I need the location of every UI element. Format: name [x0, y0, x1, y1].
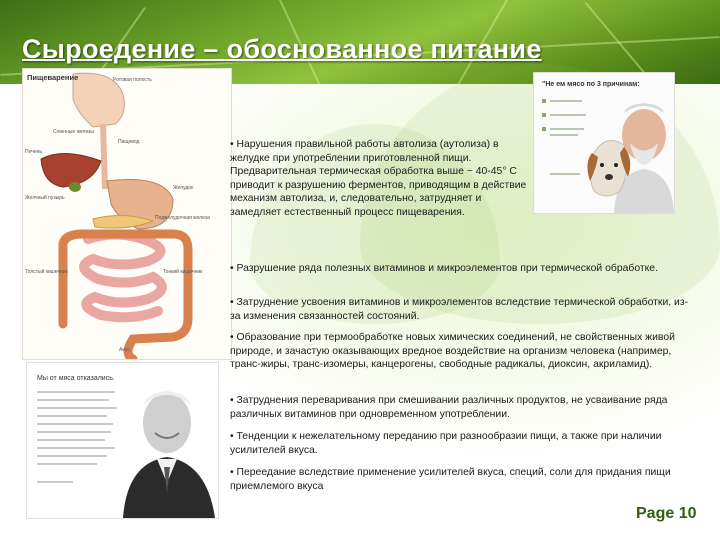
diagram-label: Анус: [119, 347, 131, 353]
diagram-label: Пищевод: [118, 139, 140, 145]
bullet-item: • Нарушения правильной работы автолиза (аутолиза) в желудке при употреблении приготовленной пищи. Предварительная термическая обработка выше ~ 40-45° С приводит к разрушению ферментов, приводящим в действие механизм автолиза, и, следовательно, затрудняет и замедляет естественный процесс пищеварения.: [230, 139, 527, 218]
bullet-item: • Затруднение усвоения витаминов и микроэлементов вследствие термической обработки, из-за изменения связанностей состояний.: [230, 297, 689, 322]
ad-title: "Не ем мясо по 3 причинам:: [542, 81, 640, 88]
diagram-label: Толстый кишечник: [25, 269, 68, 275]
diagram-label: Желудок: [173, 185, 194, 191]
vegetarian-ad-image: [533, 72, 675, 214]
portrait-article-image: [26, 362, 219, 519]
portrait-caption: Мы от мяса отказались.: [37, 375, 115, 382]
bullet-item: • Образование при термообработке новых химических соединений, не свойственных живой природе, и зачастую оказывающих вредное воздействие на организм человека (например, транс-жиры, транс-изомеры, канцерогены, свободные радикалы, диоксин, акриламид).: [230, 332, 675, 370]
bullet-item: • Разрушение ряда полезных витаминов и микроэлементов при термической обработке.: [230, 263, 658, 274]
man-with-dog-photo: [534, 73, 674, 213]
diagram-heading: Пищеварение: [27, 73, 79, 82]
digestive-system-diagram: [22, 68, 232, 360]
bullet-item: • Переедание вследствие применение усилителей вкуса, специй, соли для придания пищи приемлемого вкуса: [230, 467, 671, 492]
digestive-system-illustration: [23, 69, 231, 359]
diagram-label: Поджелудочная железа: [155, 215, 210, 221]
diagram-label: Ротовая полость: [113, 77, 152, 83]
diagram-label: Слюнные железы: [53, 129, 94, 135]
bullet-item: • Тенденции к нежелательному переданию при разнообразии пищи, а также при наличии усилителей вкуса.: [230, 431, 662, 456]
diagram-label: Желчный пузырь: [25, 195, 65, 201]
diagram-label: Тонкий кишечник: [163, 269, 203, 275]
bullet-item: • Затруднения переваривания при смешивании различных продуктов, не усваивание ряда различных витаминов при одновременном употреблении.: [230, 395, 668, 420]
page-number: Page 10: [636, 505, 697, 522]
man-portrait-photo: [27, 363, 218, 518]
slide-title: Сыроедение – обоснованное питание: [22, 34, 542, 64]
diagram-label: Печень: [25, 149, 42, 155]
